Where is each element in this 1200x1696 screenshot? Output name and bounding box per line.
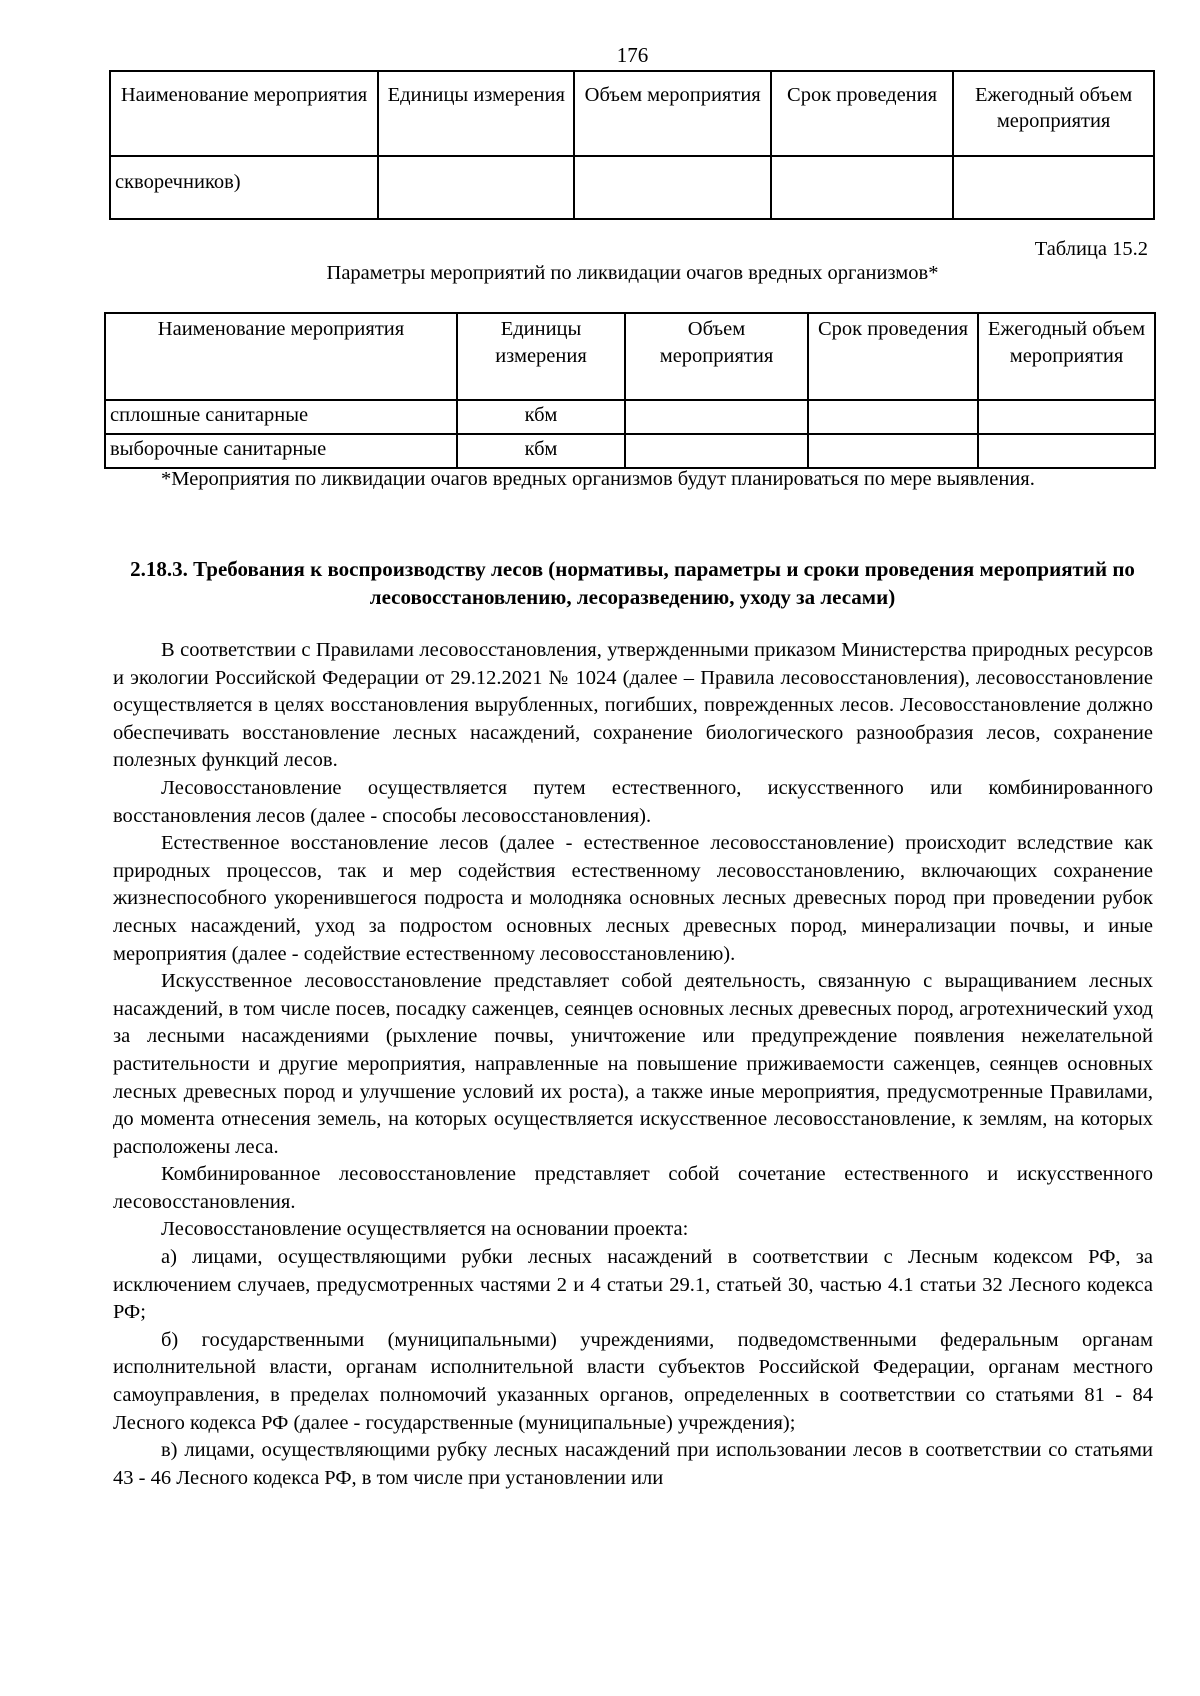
table-cell <box>625 434 808 468</box>
table-cell: сплошные санитарные <box>105 400 457 434</box>
activities-table-continued <box>109 70 1155 220</box>
body-text <box>113 637 1153 1492</box>
paragraph: Лесовосстановление осуществляется путем естественного, искусственного или комбинированного восстановления лесов (далее - способы лесовосстановления). <box>113 776 1153 827</box>
table-title: Параметры мероприятий по ликвидации очагов вредных организмов* <box>326 262 939 284</box>
header-cell: Наименование мероприятия <box>105 313 457 400</box>
header-cell: Ежегодный объем мероприятия <box>978 313 1155 400</box>
table-cell <box>771 156 953 219</box>
table-cell: кбм <box>457 400 625 434</box>
header-cell: Единицы измерения <box>457 313 625 400</box>
table-cell <box>808 400 978 434</box>
table-cell: скворечников) <box>110 156 378 219</box>
paragraph: В соответствии с Правилами лесовосстановления, утвержденными приказом Министерства природных ресурсов и экологии Российской Федерации от 29.12.2021 № 1024 (далее – Правила лесовосстановления), лесовосстановление осуществляется в целях восстановления вырубленных, погибших, поврежденных лесов. Лесовосстановление должно обеспечивать восстановление лесных насаждений, сохранение биологического разнообразия лесов, сохранение полезных функций лесов. <box>113 639 1153 772</box>
table-footnote: *Мероприятия по ликвидации очагов вредных организмов будут планироваться по мере выявления. <box>161 468 1035 490</box>
table-cell <box>378 156 574 219</box>
paragraph: Лесовосстановление осуществляется на основании проекта: <box>161 1218 689 1241</box>
table-number: Таблица 15.2 <box>1034 238 1148 260</box>
header-cell: Ежегодный объем мероприятия <box>953 71 1154 156</box>
paragraph: Искусственное лесовосстановление представляет собой деятельность, связанную с выращиванием лесных насаждений, в том числе посев, посадку саженцев, сеянцев основных лесных древесных пород, агротехнический уход за лесными насаждениями (рыхление почвы, уничтожение или предупреждение появления нежелательной растительности и другие мероприятия, направленные на повышение приживаемости саженцев, сеянцев основных лесных древесных пород и улучшение условий их роста), а также иные мероприятия, предусмотренные Правилами, до момента отнесения земель, на которых осуществляется искусственное лесовосстановление, к землям, на которых расположены леса. <box>113 970 1153 1158</box>
paragraph: а) лицами, осуществляющими рубки лесных насаждений в соответствии с Лесным кодексом РФ, за исключением случаев, предусмотренных частями 2 и 4 статьи 29.1, статьей 30, частью 4.1 статьи 32 Лесного кодекса РФ; <box>113 1246 1153 1324</box>
table-cell <box>953 156 1154 219</box>
paragraph: б) государственными (муниципальными) учреждениями, подведомственными федеральным органам исполнительной власти, органам исполнительной власти субъектов Российской Федерации, органам местного самоуправления, в пределах полномочий указанных органов, определенных в соответствии со статьями 81 - 84 Лесного кодекса РФ (далее - государственные (муниципальные) учреждения); <box>113 1328 1153 1434</box>
table-cell <box>978 434 1155 468</box>
paragraph: Естественное восстановление лесов (далее - естественное лесовосстановление) происходит вследствие как природных процессов, так и мер содействия естественному лесовосстановлению, включающих сохранение жизнеспособного укоренившегося подроста и молодняка основных лесных древесных пород при проведении рубок лесных насаждений, уход за подростом основных лесных древесных пород, минерализации почвы, и иные мероприятия (далее - содействие естественному лесовосстановлению). <box>113 832 1153 965</box>
table-cell <box>625 400 808 434</box>
table-cell: выборочные санитарные <box>105 434 457 468</box>
table-cell <box>978 400 1155 434</box>
section-heading: 2.18.3. Требования к воспроизводству лесов (нормативы, параметры и сроки проведения мероприятий по лесовосстановлению, лесоразведению, уходу за лесами) <box>130 557 1135 609</box>
header-cell: Объем мероприятия <box>625 313 808 400</box>
page-number: 176 <box>616 43 649 67</box>
header-cell: Срок проведения <box>808 313 978 400</box>
header-cell: Срок проведения <box>771 71 953 156</box>
header-cell: Объем мероприятия <box>574 71 770 156</box>
header-cell: Единицы измерения <box>378 71 574 156</box>
paragraph: в) лицами, осуществляющими рубку лесных насаждений при использовании лесов в соответствии со статьями 43 - 46 Лесного кодекса РФ, в том числе при установлении или <box>113 1439 1153 1489</box>
header-cell: Наименование мероприятия <box>110 71 378 156</box>
pest-control-table <box>104 312 1156 469</box>
table-header-row <box>105 313 1155 400</box>
table-cell <box>574 156 770 219</box>
table-row <box>105 400 1155 434</box>
table-row <box>110 156 1154 219</box>
table-row <box>105 434 1155 468</box>
table-cell <box>808 434 978 468</box>
table-cell: кбм <box>457 434 625 468</box>
paragraph: Комбинированное лесовосстановление представляет собой сочетание естественного и искусственного лесовосстановления. <box>113 1163 1153 1213</box>
table-header-row <box>110 71 1154 156</box>
